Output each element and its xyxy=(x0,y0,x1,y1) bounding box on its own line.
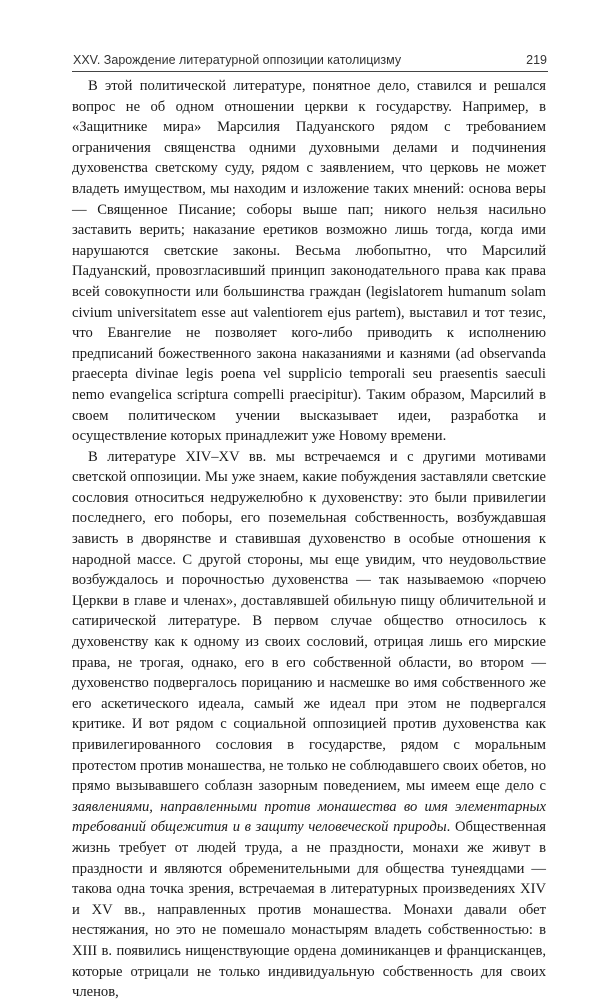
paragraph-2-emphasis: заявлениями, направленными против монашества во имя элементарных требований общежития и в защиту человеческой природы xyxy=(72,798,546,836)
paragraph-2-end: . Общественная жизнь требует от людей труда, а не праздности, монахи же живут в праздности и являются обременительными для общества тунеядцами — такова одна точка зрения, встречаемая в литературных произведениях XIV и XV вв., направленных против монашества. Монахи давали обет нестяжания, но это не помешало монастырям владеть собственностью: в XIII в. появились нищенствующие ордена доминиканцев и францисканцев, которые отрицали не только индивидуальную собственность для своих членов, xyxy=(72,819,546,1001)
paragraph-2 xyxy=(72,447,546,1003)
running-head-title: XXV. Зарождение литературной оппозиции католицизму xyxy=(73,53,402,67)
running-head xyxy=(73,53,547,73)
page-number: 219 xyxy=(526,53,547,67)
header-rule xyxy=(72,71,548,72)
paragraph-1: В этой политической литературе, понятное дело, ставился и решался вопрос не об одном отношении церкви к государству. Например, в «Защитнике мира» Марсилия Падуанского рядом с требованием ограничения священства одними духовными делами и подчинения духовенства светскому суду, рядом с заявлением, что церковь не может владеть имуществом, мы находим и изложение таких мнений: основа веры — Священное Писание; соборы выше пап; никого нельзя насильно заставить верить; наказание еретиков возможно лишь тогда, когда ими нарушаются светские законы. Весьма любопытно, что Марсилий Падуанский, провозгласивший принцип законодательного права как права всей совокупности или большинства граждан (legislatorem humanum solam civium universitatem esse aut valentiorem ejus partem), выставил и тот тезис, что Евангелие не позволяет кого-либо приводить к исполнению предписаний божественного закона наказаниями и казнями (ad observanda praecepta divinae legis poena vel supplicio temporali seu praesentis saeculi nemo evangelica scriptura compelli praecipitur). Таким образом, Марсилий в своем политическом учении высказывает идеи, разработка и осуществление которых принадлежит уже Новому времени. xyxy=(72,78,546,445)
paragraph-2-start: В литературе XIV–XV вв. мы встречаемся и с другими мотивами светской оппозиции. Мы уже знаем, какие побуждения заставляли светские сословия относиться недружелюбно к духовенству: это были привилегии последнего, его поборы, его поземельная собственность, возбуждавшая зависть в дворянстве и ставившая духовенство в особые отношения к народной массе. С другой стороны, мы еще увидим, что неудовольствие возбуждалось и порочностью духовенства — так называемою «порчею Церкви в главе и членах», доставлявшей обильную пищу обличительной и сатирической литературе. В первом случае общество относилось к духовенству как к одному из своих сословий, отрицая лишь его мирские права, не трогая, однако, его в его собственной области, во втором — духовенство подвергалось порицанию и насмешке во имя собственного же его аскетического идеала, самый же идеал при этом не подвергался критике. И вот рядом с социальной оппозицией против духовенства как привилегированного сословия в государстве, рядом с моральным протестом против монашества, не только не соблюдавшего своих обетов, но прямо вызывавшего соблазн зазорным поведением, мы имеем еще дело с xyxy=(72,448,547,795)
body-text xyxy=(72,76,546,1003)
